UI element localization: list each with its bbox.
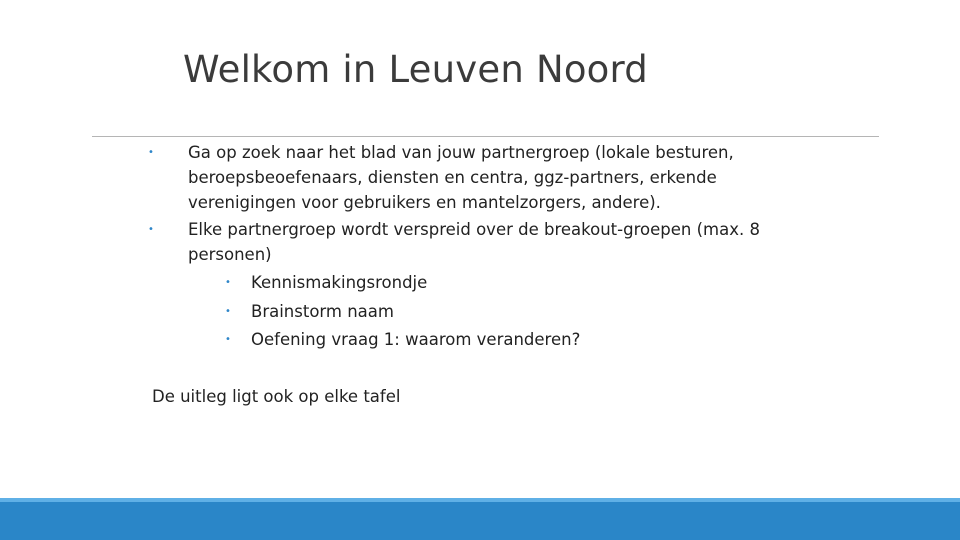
sub-bullet-item [225, 327, 851, 352]
footer-accent-band [0, 498, 960, 540]
bullet-text: Elke partnergroep wordt verspreid over de breakout-groepen (max. 8 personen) [188, 220, 760, 264]
bullet-item [148, 217, 828, 267]
sub-bullet-text: Oefening vraag 1: waarom veranderen? [251, 330, 581, 349]
title-divider [92, 136, 879, 137]
bullet-icon: • [225, 277, 231, 288]
bullet-icon: • [148, 147, 154, 158]
slide-title: Welkom in Leuven Noord [183, 48, 648, 91]
footnote-text: De uitleg ligt ook op elke tafel [152, 387, 401, 406]
sub-bullet-item [225, 299, 851, 324]
sub-bullet-item [225, 270, 851, 295]
bullet-icon: • [148, 224, 154, 235]
bullet-icon: • [225, 306, 231, 317]
footer-accent-highlight [0, 498, 960, 502]
sub-bullet-text: Kennismakingsrondje [251, 273, 428, 292]
bullet-text: Ga op zoek naar het blad van jouw partnergroep (lokale besturen, beroepsbeoefenaars, diensten en centra, ggz-partners, erkende verenigingen voor gebruikers en mantelzorgers, andere). [188, 143, 734, 212]
sub-bullet-text: Brainstorm naam [251, 302, 394, 321]
bullet-item [148, 140, 828, 215]
bullet-icon: • [225, 334, 231, 345]
